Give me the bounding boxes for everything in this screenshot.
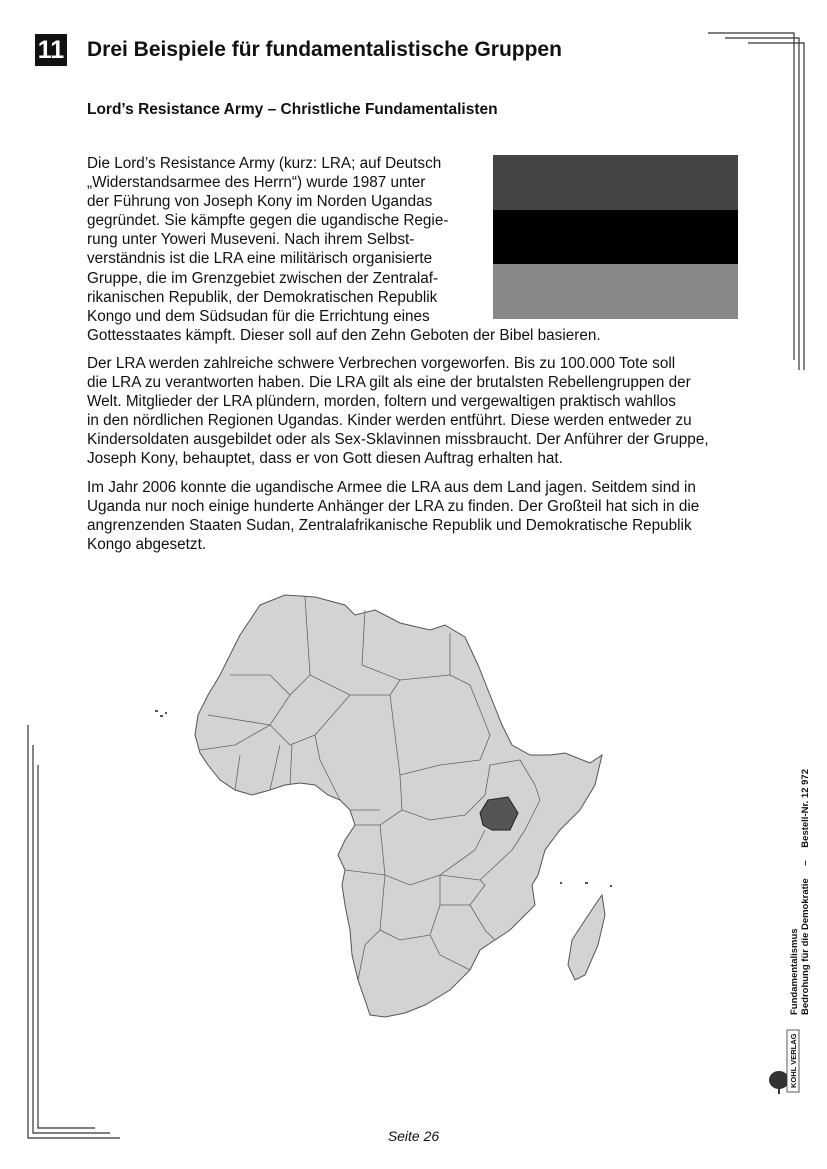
flag-stripe-middle — [493, 210, 738, 265]
text-line: Die Lord’s Resistance Army (kurz: LRA; auf Deutsch — [87, 155, 442, 172]
text-line: verständnis ist die LRA eine militärisch organisierte — [87, 250, 433, 268]
text-line: Welt. Mitglieder der LRA plündern, morden, foltern und vergewaltigen praktisch wahllos — [87, 393, 676, 411]
text-line: Gruppe, die im Grenzgebiet zwischen der Zentralaf- — [87, 269, 439, 287]
flag-stripe-bottom — [493, 264, 738, 319]
sidebar-title: Fundamentalismus — [789, 928, 800, 1015]
text-line: rikanischen Republik, der Demokratischen Republik — [87, 288, 438, 306]
island-dot — [160, 715, 163, 717]
island-dot — [610, 885, 612, 887]
text-line: der Führung von Joseph Kony im Norden Ugandas — [87, 193, 433, 211]
sidebar-separator: – — [800, 860, 811, 866]
text-line: Der LRA werden zahlreiche schwere Verbrechen vorgeworfen. Bis zu 100.000 Tote soll — [87, 355, 676, 372]
lra-flag — [493, 155, 738, 319]
tree-icon — [765, 1020, 805, 1100]
island-dot — [155, 710, 158, 712]
island-dot — [560, 882, 562, 884]
text-line: Gottesstaates kämpft. Dieser soll auf den Zehn Geboten der Bibel basieren. — [87, 326, 601, 344]
africa-map — [140, 585, 630, 1045]
paragraph-2006 — [87, 478, 699, 554]
text-line: Joseph Kony, behauptet, dass er von Gott diesen Auftrag erhalten hat. — [87, 450, 563, 468]
island-dot — [585, 882, 588, 884]
text-line: Kongo und dem Südsudan für die Errichtung eines — [87, 307, 430, 325]
text-line: die LRA zu verantworten haben. Die LRA gilt als eine der brutalsten Rebellengruppen der — [87, 374, 691, 392]
text-line: Uganda nur noch einige hunderte Anhänger der LRA zu finden. Der Großteil hat sich in die — [87, 498, 700, 516]
page-title: Drei Beispiele für fundamentalistische Gruppen — [87, 38, 562, 61]
madagascar — [568, 895, 605, 980]
sidebar-subtitle: Bedrohung für die Demokratie — [800, 878, 811, 1015]
text-line: in den nördlichen Regionen Ugandas. Kinder werden entführt. Diese werden entweder zu — [87, 412, 692, 430]
text-line: „Widerstandsarmee des Herrn“) wurde 1987 unter — [87, 174, 426, 192]
publisher-logo — [765, 1020, 805, 1100]
section-subtitle: Lord’s Resistance Army – Christliche Fundamentalisten — [87, 101, 498, 118]
publisher-name: KOHL VERLAG — [789, 1033, 798, 1088]
island-dot — [165, 712, 167, 714]
flag-stripe-top — [493, 155, 738, 210]
sidebar-order-number: Bestell-Nr. 12 972 — [800, 769, 811, 848]
chapter-number: 11 — [35, 34, 67, 66]
africa-continent — [195, 595, 602, 1017]
text-line: rung unter Yoweri Museveni. Nach ihrem Selbst- — [87, 231, 415, 249]
sidebar-credits — [789, 769, 811, 1015]
text-line: gegründet. Sie kämpfte gegen die ugandische Regie- — [87, 212, 449, 230]
text-line: angrenzenden Staaten Sudan, Zentralafrikanische Republik und Demokratische Republik — [87, 517, 692, 535]
page-number: Seite 26 — [387, 1128, 440, 1144]
text-line: Kindersoldaten ausgebildet oder als Sex-Sklavinnen missbraucht. Der Anführer der Gruppe, — [87, 431, 709, 449]
text-line: Kongo abgesetzt. — [87, 536, 207, 554]
page-frame-bottom-left — [25, 725, 125, 1145]
text-line: Im Jahr 2006 konnte die ugandische Armee die LRA aus dem Land jagen. Seitdem sind in — [87, 479, 696, 496]
paragraph-crimes — [87, 354, 709, 469]
